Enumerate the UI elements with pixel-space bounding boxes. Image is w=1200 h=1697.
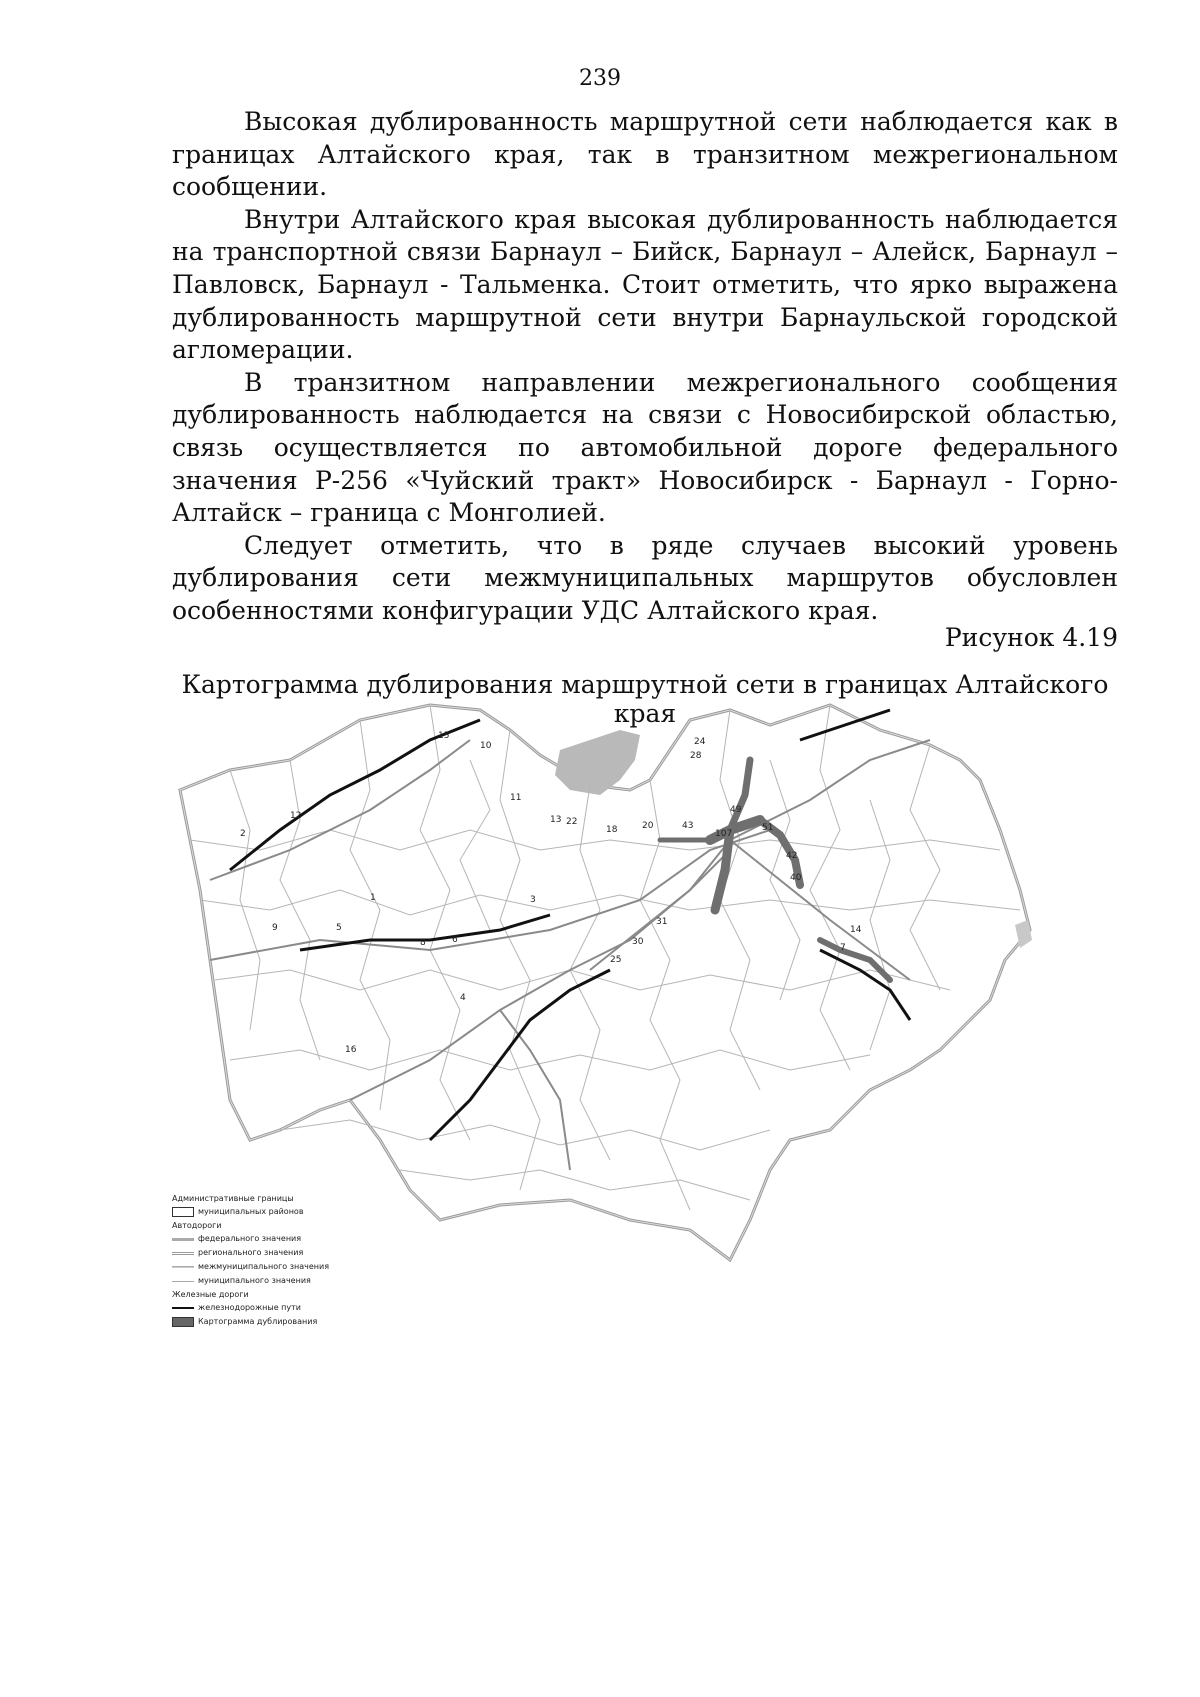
legend-label: муниципальных районов	[198, 1207, 304, 1216]
map-label: 4	[460, 993, 466, 1003]
figure-number: Рисунок 4.19	[944, 623, 1118, 652]
map-label: 12	[290, 811, 302, 821]
lake-shape	[555, 730, 640, 795]
figure-caption: Картограмма дублирования маршрутной сети в границах Алтайского края	[181, 670, 1109, 728]
legend-header-roads: Автодороги	[172, 1220, 222, 1230]
map-label: 25	[610, 955, 622, 965]
legend-header-rail: Железные дороги	[172, 1289, 249, 1299]
map-label: 31	[656, 917, 668, 927]
legend-label: регионального значения	[198, 1248, 304, 1257]
map-label: 15	[438, 731, 450, 741]
map-label: 9	[272, 923, 278, 933]
legend-swatch-line-icon	[172, 1238, 194, 1241]
page-number: 239	[579, 66, 621, 91]
legend-label: железнодорожные пути	[198, 1303, 301, 1312]
legend-swatch-line-icon	[172, 1252, 194, 1255]
paragraph: Следует отметить, что в ряде случаев высокий уровень дублирования сети межмуниципальных маршрутов обусловлен особенностями конфигурации УДС Алтайского края.	[172, 530, 1118, 625]
paragraph: Внутри Алтайского края высокая дублированность наблюдается на транспортной связи Барнаул – Бийск, Барнаул – Алейск, Барнаул – Павловск, Барнаул - Тальменка. Стоит отметить, что ярко выражена дублированность маршрутной сети внутри Барнаульской городской агломерации.	[172, 204, 1118, 365]
legend-item-local	[172, 1274, 372, 1288]
map-label: 6	[452, 935, 458, 945]
map-label: 42	[786, 851, 798, 861]
legend-item-municipal	[172, 1205, 372, 1219]
map-label: 1	[370, 893, 376, 903]
map-label: 7	[840, 943, 846, 953]
map-label: 16	[345, 1045, 357, 1055]
legend-label: межмуниципального значения	[198, 1262, 330, 1271]
map-label: 43	[682, 821, 694, 831]
map-label: 3	[530, 895, 536, 905]
legend-swatch-line-icon	[172, 1281, 194, 1282]
map-label: 28	[690, 751, 702, 761]
legend-item-federal	[172, 1232, 372, 1246]
legend-item-intermunicipal	[172, 1260, 372, 1274]
map-label: 11	[510, 793, 522, 803]
map-label: 24	[694, 737, 706, 747]
map-label: 22	[566, 817, 578, 827]
map-label: 10	[480, 741, 492, 751]
map-label: 49	[730, 805, 742, 815]
legend-swatch-line-icon	[172, 1307, 194, 1309]
legend-item-rail	[172, 1301, 372, 1315]
map-label: 14	[850, 925, 862, 935]
map-label: 18	[606, 825, 618, 835]
map-label: 5	[336, 923, 342, 933]
map-legend	[172, 1192, 372, 1329]
map-label: 40	[790, 873, 802, 883]
map-label: 107	[715, 829, 733, 839]
paragraph: В транзитном направлении межрегионального сообщения дублированность наблюдается на связи с Новосибирской областью, связь осуществляется по автомобильной дороге федерального значения Р-256 «Чуйский тракт» Новосибирск - Барнаул - Горно-Алтайск – граница с Монголией.	[172, 367, 1118, 528]
map-label: 8	[420, 938, 426, 948]
legend-item-duplication	[172, 1315, 372, 1329]
map-label: 30	[632, 937, 644, 947]
legend-swatch-box-icon	[172, 1207, 194, 1217]
legend-swatch-fill-icon	[172, 1317, 194, 1327]
map-label: 20	[642, 821, 654, 831]
legend-label: Картограмма дублирования	[198, 1317, 318, 1326]
legend-item-regional	[172, 1246, 372, 1260]
legend-header-admin: Административные границы	[172, 1193, 294, 1203]
legend-label: муниципального значения	[198, 1276, 311, 1285]
legend-label: федерального значения	[198, 1234, 302, 1243]
map-label: 13	[550, 815, 562, 825]
map-label: 51	[762, 823, 774, 833]
body-text	[172, 106, 1118, 628]
paragraph: Высокая дублированность маршрутной сети наблюдается как в границах Алтайского края, так в транзитном межрегиональном сообщении.	[172, 107, 1118, 202]
legend-swatch-line-icon	[172, 1266, 194, 1268]
map-label: 2	[240, 829, 246, 839]
